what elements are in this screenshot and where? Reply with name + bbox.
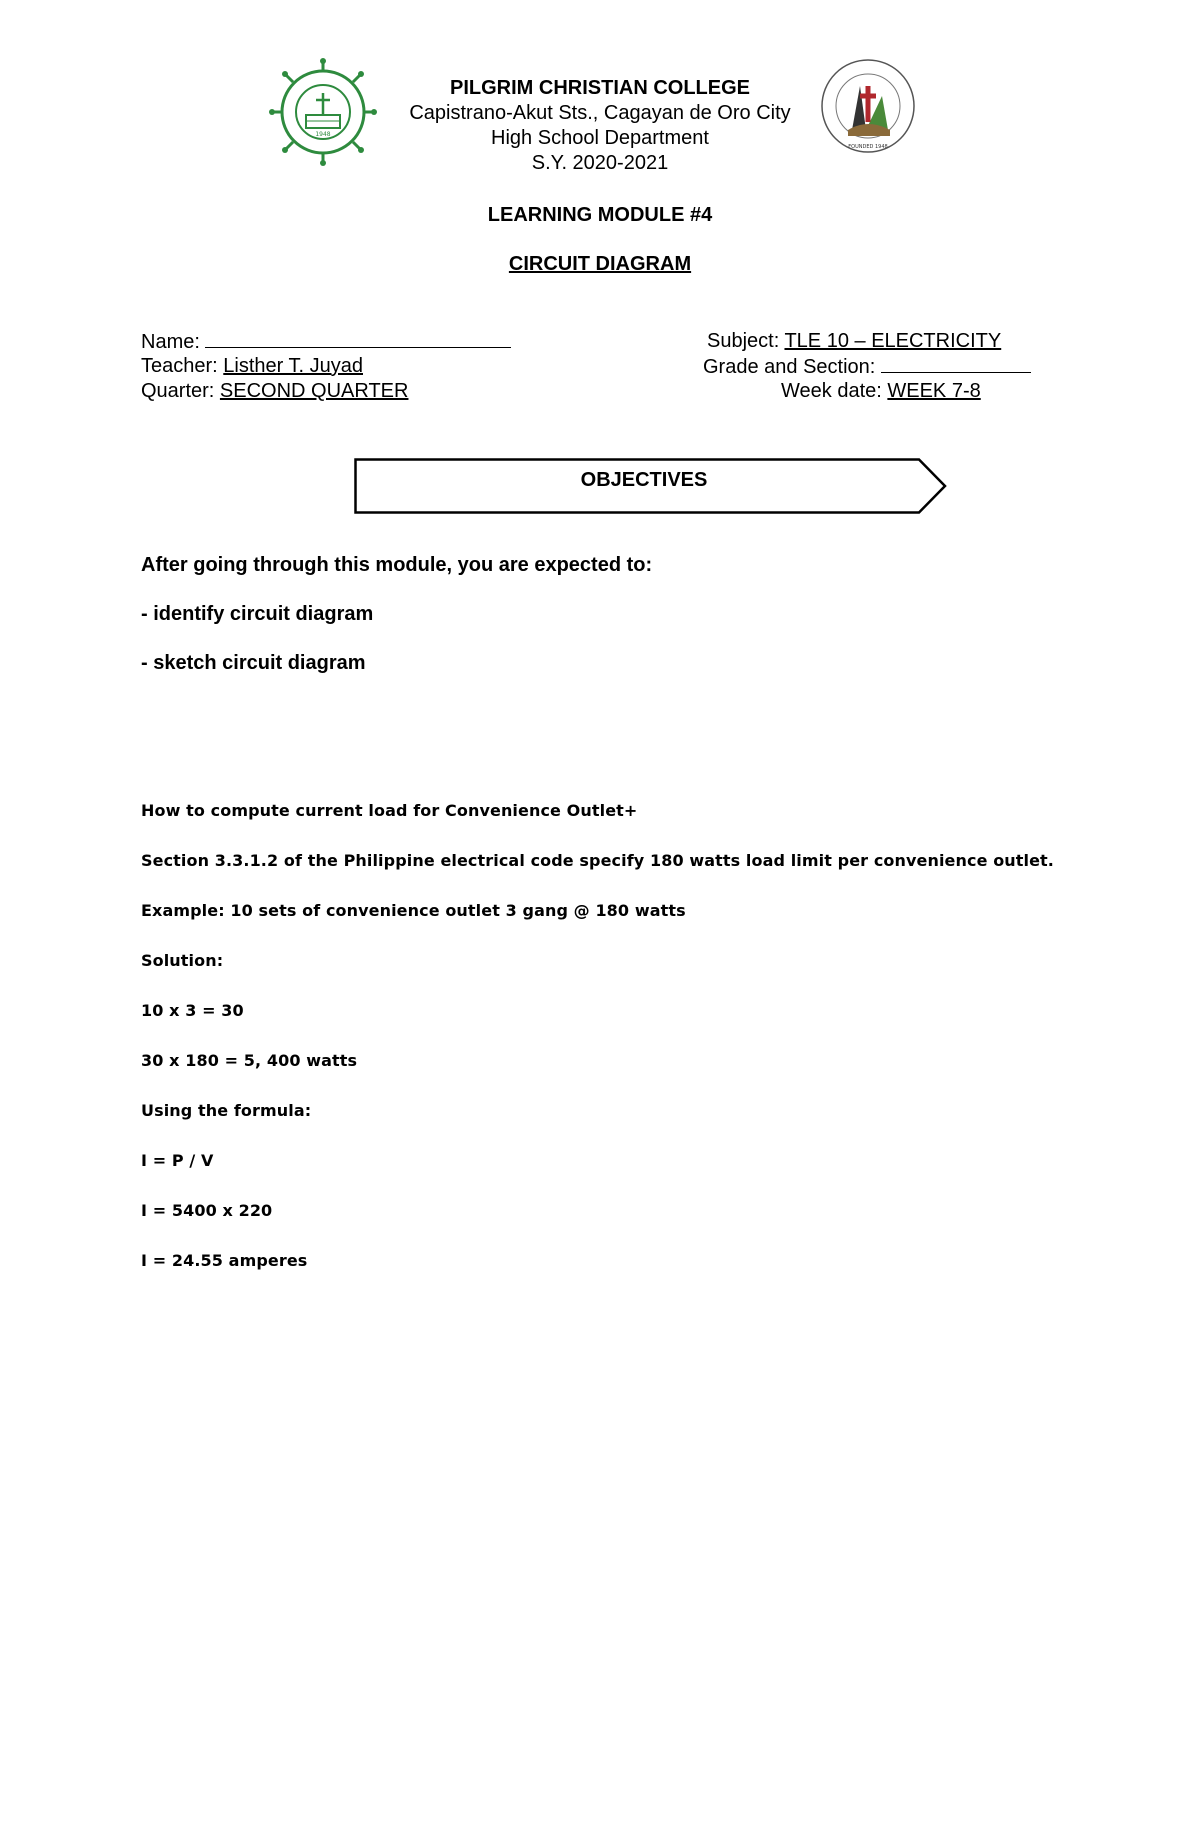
pilgrim-christian-college-logo — [268, 57, 378, 167]
school-name: PILGRIM CHRISTIAN COLLEGE — [450, 77, 750, 99]
document-title: CIRCUIT DIAGRAM — [508, 253, 692, 275]
name-row — [141, 329, 511, 355]
school-header — [380, 76, 820, 176]
teacher-value: Listher T. Juyad — [223, 355, 363, 377]
content-line: I = 24.55 amperes — [141, 1251, 308, 1270]
quarter-label: Quarter: — [141, 380, 215, 402]
content-line: 30 x 180 = 5, 400 watts — [141, 1051, 358, 1070]
teacher-row — [141, 354, 363, 379]
content-heading: How to compute current load for Convenience Outlet+ — [141, 801, 638, 820]
objectives-intro: After going through this module, you are expected to: — [141, 554, 653, 576]
quarter-row — [141, 379, 408, 404]
content-line: 10 x 3 = 30 — [141, 1001, 244, 1020]
name-blank[interactable] — [205, 329, 511, 348]
content-line: Section 3.3.1.2 of the Philippine electrical code specify 180 watts load limit per convenience outlet. — [141, 851, 1054, 870]
week-label: Week date: — [781, 380, 882, 402]
uccp-logo — [818, 56, 918, 156]
name-label: Name: — [141, 331, 200, 353]
subject-value: TLE 10 – ELECTRICITY — [784, 330, 1002, 352]
quarter-value: SECOND QUARTER — [219, 380, 409, 402]
grade-row — [703, 354, 1031, 380]
subject-row — [707, 329, 1001, 354]
svg-text:FOUNDED 1948: FOUNDED 1948 — [848, 144, 888, 150]
svg-text:1948: 1948 — [315, 131, 331, 138]
grade-label: Grade and Section: — [703, 356, 876, 378]
content-line: I = 5400 x 220 — [141, 1201, 273, 1220]
content-line: Using the formula: — [141, 1101, 312, 1120]
objective-item: - sketch circuit diagram — [141, 652, 366, 674]
school-address: Capistrano-Akut Sts., Cagayan de Oro City — [409, 102, 791, 124]
teacher-label: Teacher: — [141, 355, 218, 377]
objective-item: - identify circuit diagram — [141, 603, 374, 625]
objectives-label: OBJECTIVES — [580, 469, 708, 491]
school-department: High School Department — [491, 127, 709, 149]
content-line: I = P / V — [141, 1151, 214, 1170]
week-value: WEEK 7-8 — [887, 380, 981, 402]
school-year: S.Y. 2020-2021 — [531, 152, 669, 174]
content-line: Solution: — [141, 951, 224, 970]
week-row — [781, 379, 981, 404]
subject-label: Subject: — [707, 330, 780, 352]
content-line: Example: 10 sets of convenience outlet 3 gang @ 180 watts — [141, 901, 686, 920]
module-title: LEARNING MODULE #4 — [487, 204, 713, 226]
grade-blank[interactable] — [881, 354, 1031, 373]
